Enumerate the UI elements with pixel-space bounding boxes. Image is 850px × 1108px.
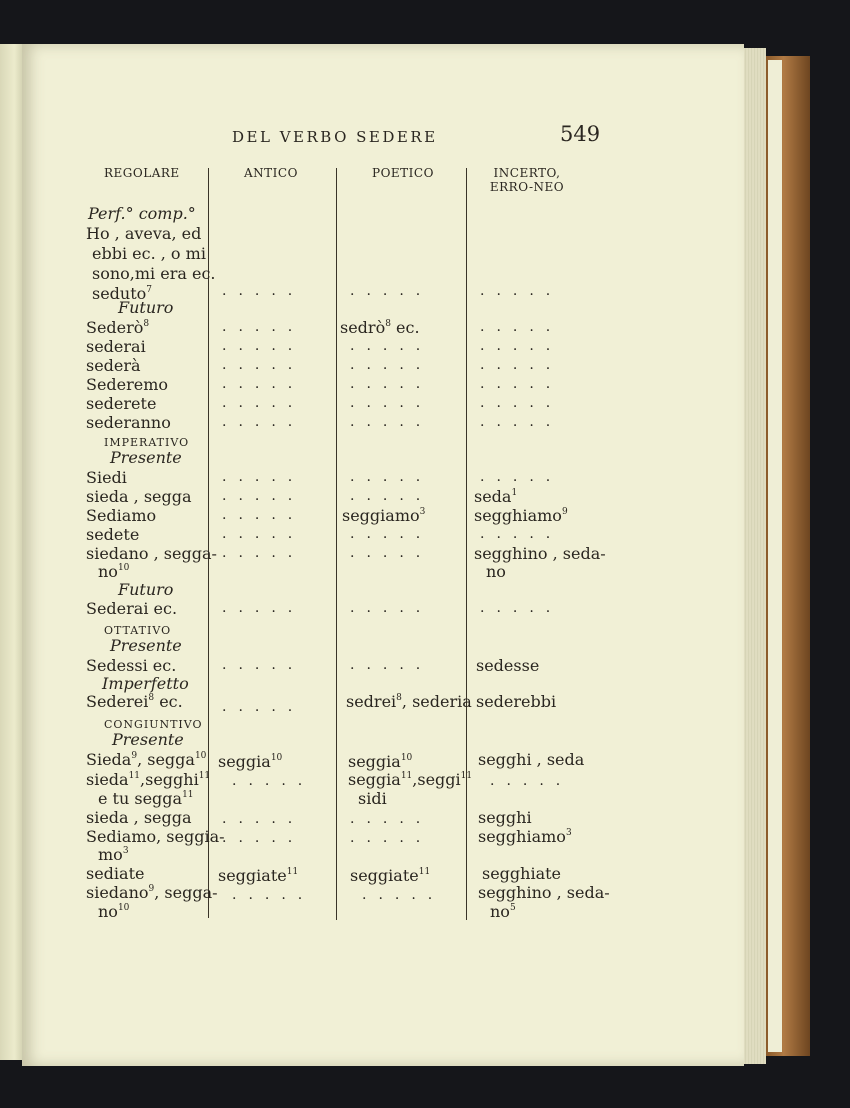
section-heading: Futuro	[118, 298, 174, 317]
conjugation-text: seggia$^{10}$	[218, 752, 283, 771]
ellipsis: .....	[222, 338, 305, 354]
footnote-marker: 10	[194, 751, 207, 761]
left-page-edge	[0, 44, 24, 1060]
ellipsis: .....	[222, 283, 305, 299]
page-number: 549	[560, 122, 601, 146]
ellipsis: .....	[350, 545, 433, 561]
ellipsis: .....	[350, 811, 433, 827]
conjugation-text: seda$^1$	[474, 487, 518, 506]
footnote-marker: 3	[122, 846, 129, 856]
ellipsis: .....	[362, 887, 445, 903]
section-heading: Presente	[110, 636, 182, 655]
conjugation-text: sono,mi era ec.	[92, 264, 216, 283]
footnote-marker: 9	[148, 884, 155, 894]
ellipsis: .....	[222, 830, 305, 846]
ellipsis: .....	[222, 357, 305, 373]
ellipsis: .....	[222, 811, 305, 827]
footnote-marker: 10	[270, 753, 283, 763]
ellipsis: .....	[232, 773, 315, 789]
column-rule	[336, 168, 337, 920]
ellipsis: .....	[222, 319, 305, 335]
ellipsis: .....	[222, 545, 305, 561]
ellipsis: .....	[350, 488, 433, 504]
ellipsis: .....	[222, 657, 305, 673]
footnote-marker: 11	[182, 790, 194, 800]
conjugation-text: segghino , seda-	[478, 883, 610, 902]
ellipsis: .....	[232, 887, 315, 903]
footnote-marker: 8	[385, 319, 391, 329]
conjugation-text: seggia$^{10}$	[348, 752, 413, 771]
column-header-incerto: INCERTO, ERRO-NEO	[489, 166, 565, 194]
ellipsis: .....	[222, 600, 305, 616]
conjugation-text: seggia$^{11}$,seggi$^{11}$	[348, 770, 473, 789]
conjugation-text: sieda , segga	[86, 487, 192, 506]
conjugation-text: $mo^3$	[98, 845, 129, 864]
ellipsis: .....	[480, 376, 563, 392]
conjugation-text: sedesse	[476, 656, 540, 675]
conjugation-text: Sederai ec.	[86, 599, 178, 618]
conjugation-text: seggiate$^{11}$	[350, 866, 431, 885]
conjugation-text: segghiamo$^9$	[474, 506, 568, 525]
footnote-marker: 10	[400, 753, 413, 763]
ellipsis: .....	[222, 395, 305, 411]
section-heading: Futuro	[118, 580, 174, 599]
conjugation-text: seduto$^7$	[92, 284, 153, 303]
conjugation-text: e tu segga$^{11}$	[98, 789, 194, 808]
conjugation-text: sederai	[86, 337, 146, 356]
conjugation-text: sedrò$^8$ ec.	[340, 318, 420, 337]
conjugation-text: $no^5$	[490, 902, 516, 921]
ellipsis: .....	[222, 414, 305, 430]
conjugation-text: Sediamo	[86, 506, 157, 525]
footnote-marker: 11	[460, 771, 473, 781]
footnote-marker: 10	[117, 903, 130, 913]
footnote-marker: 8	[148, 693, 155, 703]
conjugation-text: sedete	[86, 525, 140, 544]
ellipsis: .....	[350, 657, 433, 673]
ellipsis: .....	[222, 699, 305, 715]
ellipsis: .....	[350, 283, 433, 299]
ellipsis: .....	[480, 319, 563, 335]
conjugation-text: sidi	[358, 789, 387, 808]
ellipsis: .....	[350, 376, 433, 392]
footnote-marker: 9	[561, 507, 568, 517]
conjugation-text: segghino , seda-	[474, 544, 606, 563]
ellipsis: .....	[490, 773, 573, 789]
ellipsis: .....	[350, 357, 433, 373]
section-heading: Imperfetto	[102, 674, 189, 693]
ellipsis: .....	[350, 469, 433, 485]
conjugation-text: Sedessi ec.	[86, 656, 177, 675]
ellipsis: .....	[480, 338, 563, 354]
column-rule	[466, 168, 467, 920]
conjugation-text: sediate	[86, 864, 145, 883]
ellipsis: .....	[350, 830, 433, 846]
conjugation-text: sieda$^{11}$,segghi$^{11}$	[86, 770, 211, 789]
conjugation-text: siedano$^9$, segga-	[86, 883, 218, 902]
footnote-marker: 11	[198, 771, 211, 781]
ellipsis: .....	[350, 414, 433, 430]
footnote-marker: 5	[509, 903, 516, 913]
footnote-marker: 9	[131, 751, 138, 761]
section-heading: Presente	[112, 730, 184, 749]
ellipsis: .....	[222, 507, 305, 523]
cover-inner-leaf	[768, 60, 782, 1052]
mood-heading: IMPERATIVO	[104, 436, 190, 449]
conjugation-text: ebbi ec. , o mi	[92, 244, 206, 263]
conjugation-text: Sieda$^9$, segga$^{10}$	[86, 750, 207, 769]
footnote-marker: 3	[565, 828, 572, 838]
ellipsis: .....	[222, 526, 305, 542]
ellipsis: .....	[480, 283, 563, 299]
footnote-marker: 3	[419, 507, 426, 517]
conjugation-text: segghi	[478, 808, 532, 827]
footnote-marker: 8	[143, 319, 150, 329]
ellipsis: .....	[222, 469, 305, 485]
conjugation-text: $no^{10}$	[98, 902, 130, 921]
conjugation-text: Sederò$^8$	[86, 318, 150, 337]
conjugation-text: Siedi	[86, 468, 127, 487]
conjugation-text: Sederemo	[86, 375, 169, 394]
section-heading: Perf.° comp.°	[88, 204, 196, 223]
ellipsis: .....	[350, 338, 433, 354]
ellipsis: .....	[222, 488, 305, 504]
footnote-marker: 11	[128, 771, 141, 781]
ellipsis: .....	[480, 600, 563, 616]
ellipsis: .....	[350, 526, 433, 542]
conjugation-text: sedrei$^8$, sederia	[346, 692, 472, 711]
page-edges	[744, 48, 766, 1064]
ellipsis: .....	[480, 395, 563, 411]
column-header-antico: ANTICO	[244, 166, 298, 180]
footnote-marker: 11	[286, 867, 299, 877]
conjugation-text: seggiate$^{11}$	[218, 866, 299, 885]
conjugation-text: Sederei$^8$ ec.	[86, 692, 183, 711]
footnote-marker: 1	[511, 488, 518, 498]
conjugation-text: Sediamo, seggia-	[86, 827, 225, 846]
mood-heading: OTTATIVO	[104, 624, 172, 637]
ellipsis: .....	[480, 414, 563, 430]
ellipsis: .....	[480, 469, 563, 485]
conjugation-text: segghiamo$^3$	[478, 827, 572, 846]
conjugation-text: $no^{10}$	[98, 562, 130, 581]
ellipsis: .....	[350, 600, 433, 616]
conjugation-text: siedano , segga-	[86, 544, 217, 563]
column-header-regolare: REGOLARE	[104, 166, 180, 180]
section-heading: Presente	[110, 448, 182, 467]
conjugation-text: segghi , seda	[478, 750, 585, 769]
mood-heading: CONGIUNTIVO	[104, 718, 203, 731]
conjugation-text: no	[486, 562, 506, 581]
conjugation-text: sederanno	[86, 413, 171, 432]
footnote-marker: 11	[400, 771, 413, 781]
conjugation-text: sederete	[86, 394, 157, 413]
ellipsis: .....	[350, 395, 433, 411]
ellipsis: .....	[480, 357, 563, 373]
footnote-marker: 8	[396, 693, 402, 703]
conjugation-text: sieda , segga	[86, 808, 192, 827]
footnote-marker: 10	[117, 563, 130, 573]
conjugation-text: Ho , aveva, ed	[86, 224, 202, 243]
column-header-poetico: POETICO	[372, 166, 434, 180]
running-title: DEL VERBO SEDERE	[232, 128, 438, 146]
conjugation-text: seggiamo$^3$	[342, 506, 426, 525]
conjugation-text: segghiate	[482, 864, 562, 883]
conjugation-text: sederà	[86, 356, 141, 375]
ellipsis: .....	[480, 526, 563, 542]
footnote-marker: 11	[418, 867, 431, 877]
ellipsis: .....	[222, 376, 305, 392]
footnote-marker: 7	[146, 285, 153, 295]
conjugation-text: sederebbi	[476, 692, 557, 711]
